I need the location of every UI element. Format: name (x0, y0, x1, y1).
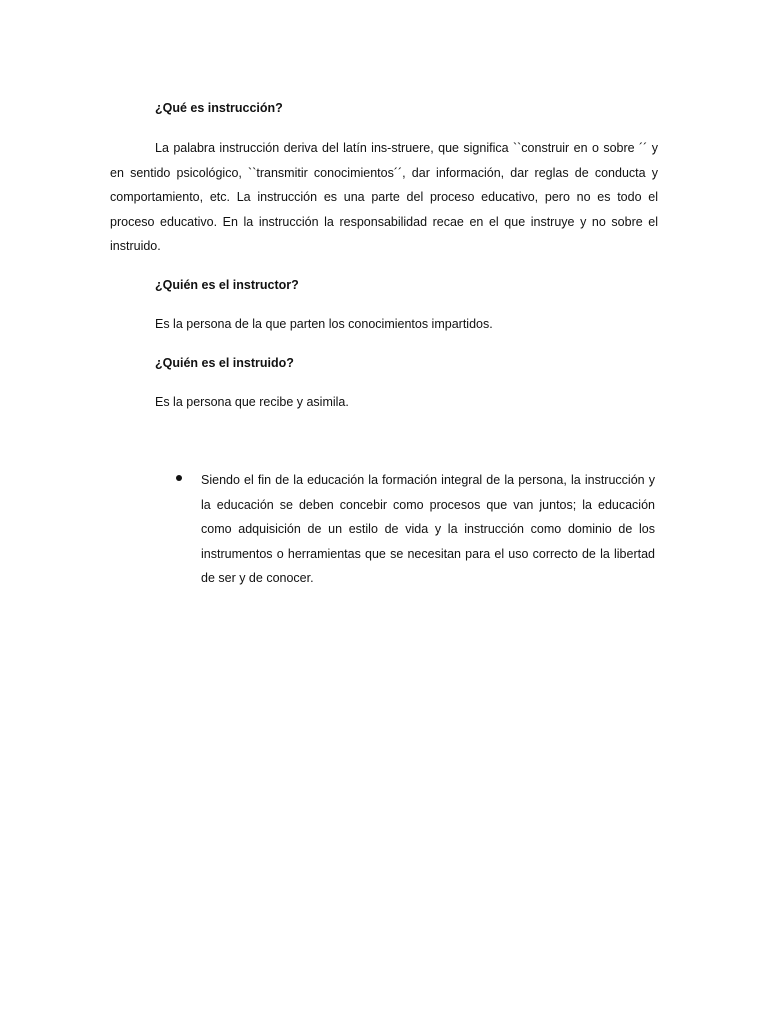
bullet-text: Siendo el fin de la educación la formación integral de la persona, la instrucción y la educación se deben concebir como procesos que van juntos; la educación como adquisición de un estilo de vida y la instrucción como dominio de los instrumentos o herramientas que se necesitan para el uso correcto de la libertad de ser y de conocer. (201, 473, 655, 585)
paragraph-instructor: Es la persona de la que parten los conocimientos impartidos. (155, 317, 493, 331)
bullet-icon (176, 475, 182, 481)
paragraph-definicion: La palabra instrucción deriva del latín ins-struere, que significa ``construir en o sobre ´´ y en sentido psicológico, ``transmitir conocimientos´´, dar información, dar reglas de conducta y comportamiento, etc. La instrucción es una parte del proceso educativo, pero no es todo el proceso educativo. En la instrucción la responsabilidad recae en el que instruye y no sobre el instruido. (110, 141, 658, 253)
heading-que-es-instruccion: ¿Qué es instrucción? (155, 101, 283, 115)
paragraph-instruido: Es la persona que recibe y asimila. (155, 395, 349, 409)
heading-quien-es-instruido: ¿Quién es el instruido? (155, 356, 294, 370)
heading-quien-es-instructor: ¿Quién es el instructor? (155, 278, 299, 292)
